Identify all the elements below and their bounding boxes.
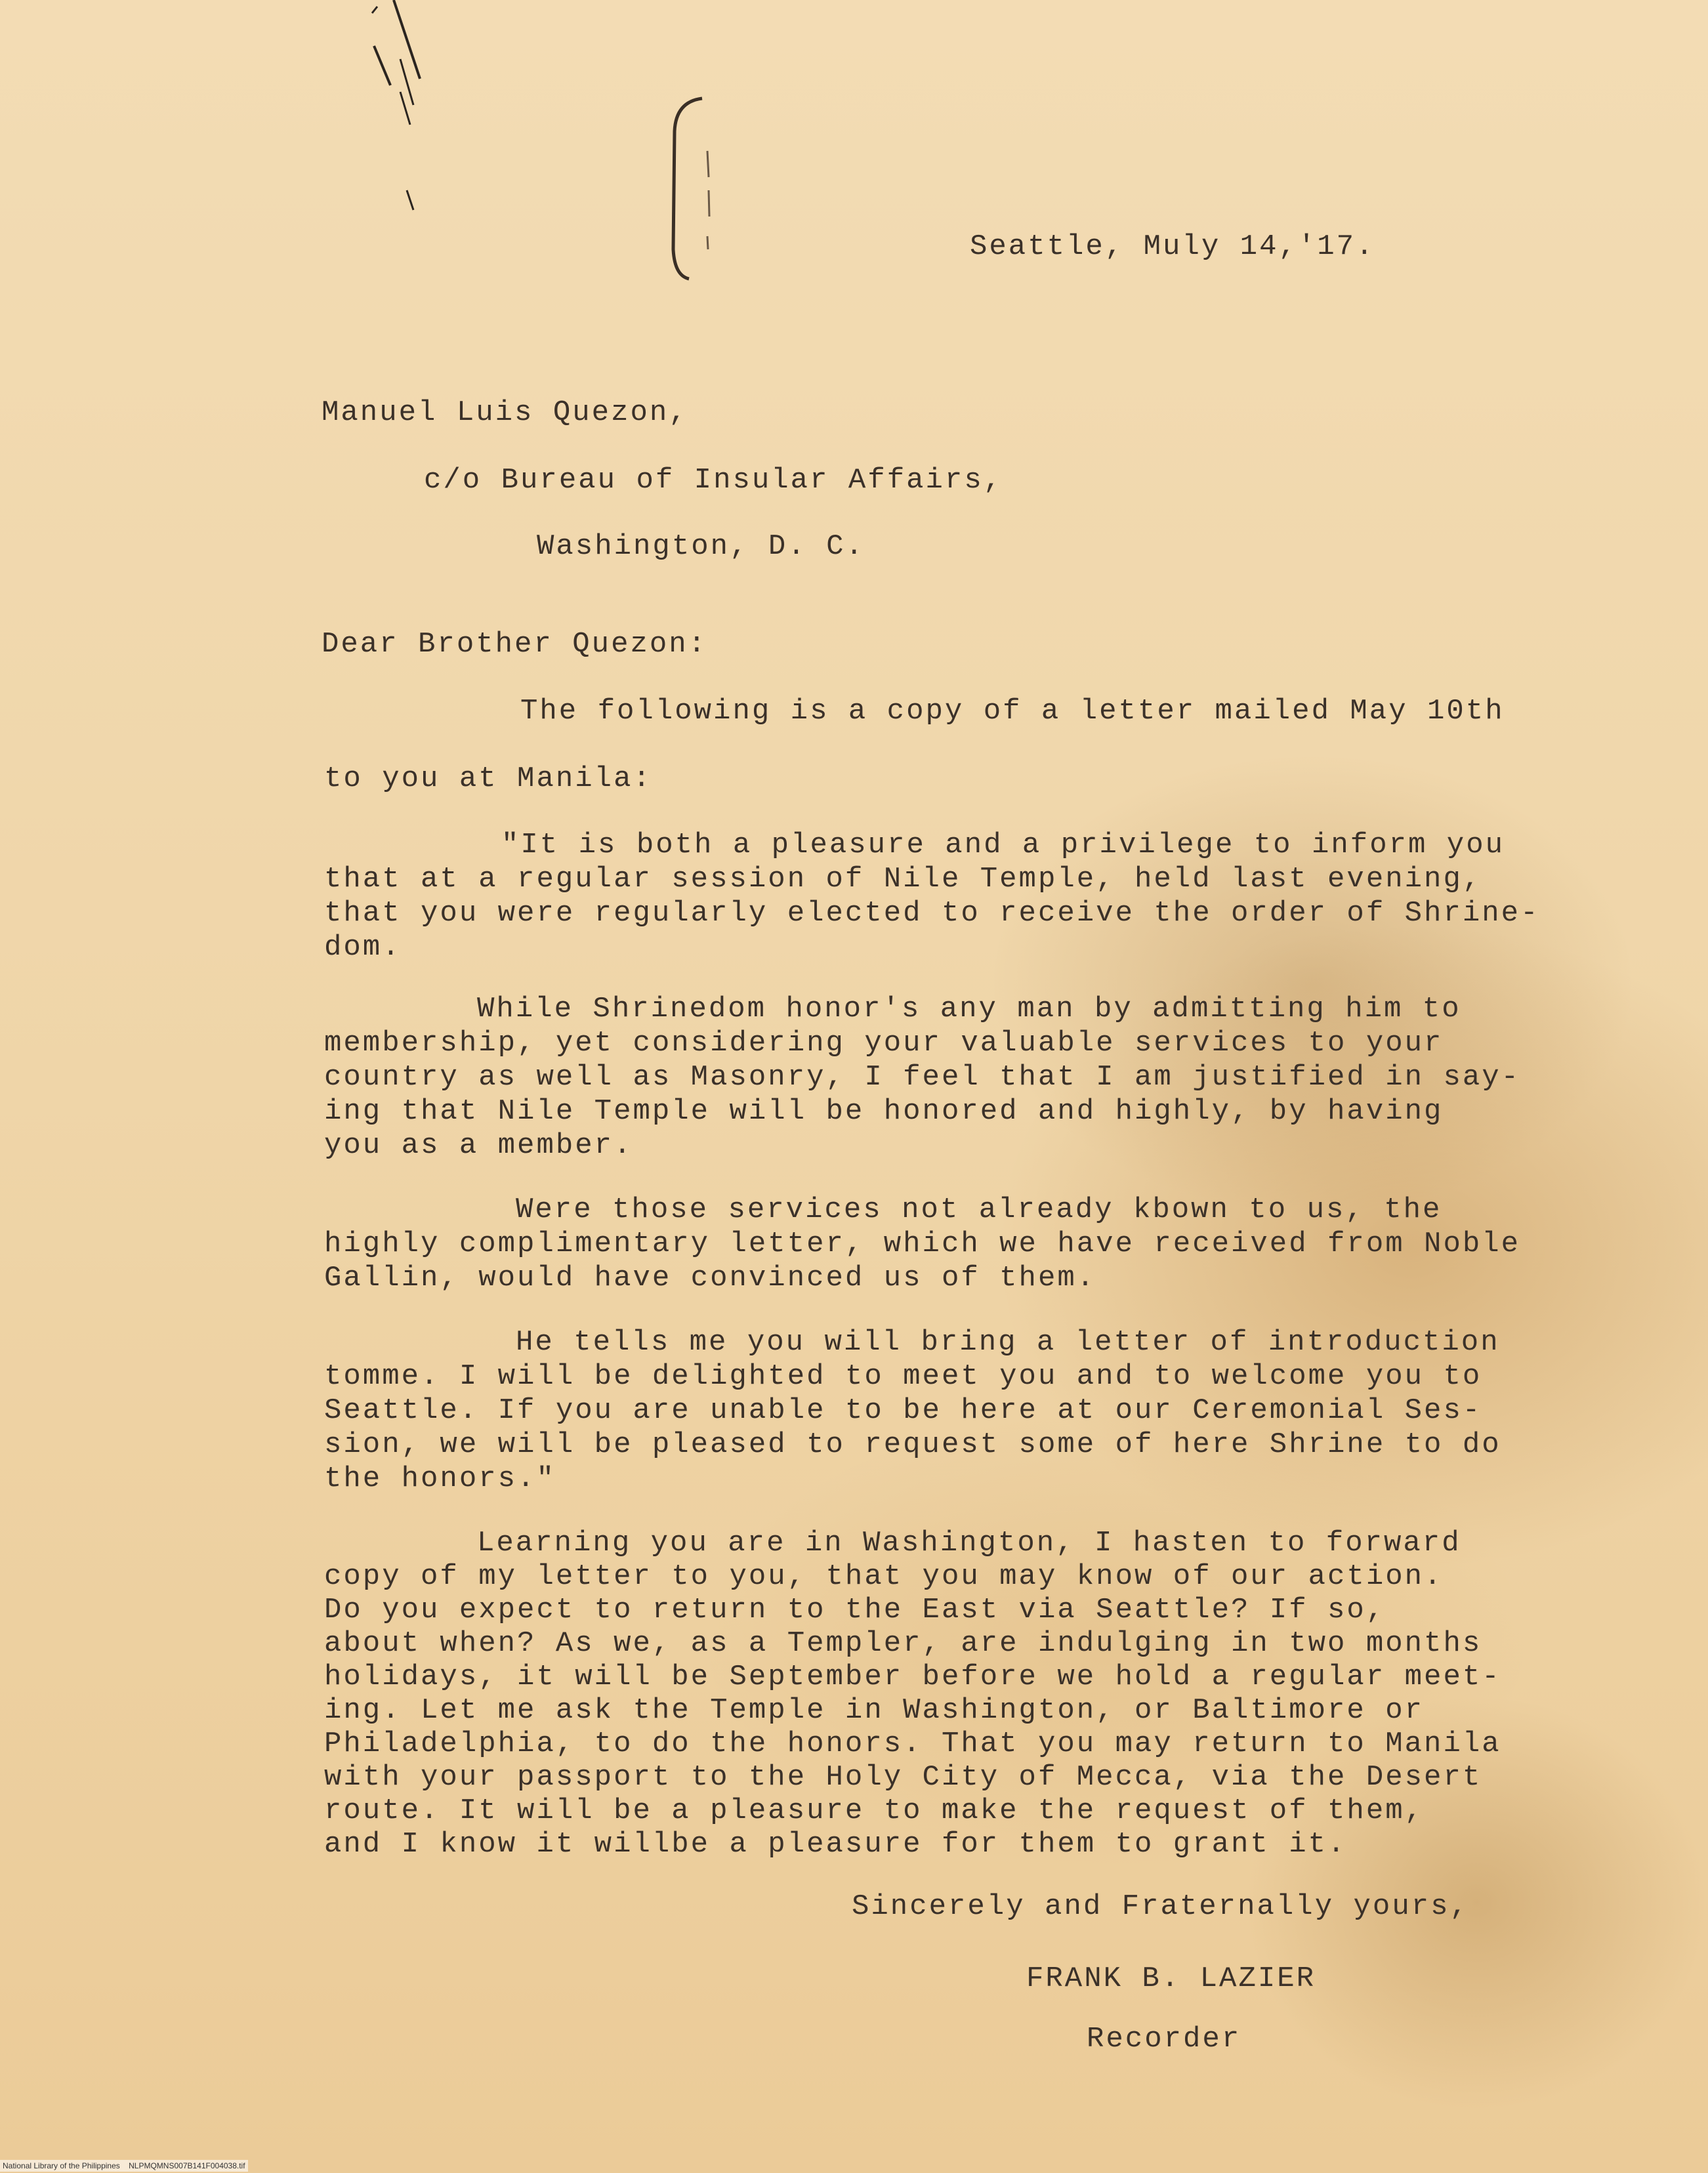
intro-line: to you at Manila: [324, 762, 652, 795]
quoted-line: sion, we will be pleased to request some of here Shrine to do [324, 1428, 1501, 1461]
dateline: Seattle, Muly 14,'17. [970, 230, 1375, 263]
quoted-line: While Shrinedom honor's any man by admitting him to [477, 993, 1461, 1025]
complimentary-close: Sincerely and Fraternally yours, [852, 1890, 1469, 1923]
quoted-line: Gallin, would have convinced us of them. [324, 1262, 1096, 1294]
quoted-line: He tells me you will bring a letter of introduction [516, 1326, 1500, 1359]
quoted-line: dom. [324, 931, 402, 964]
quoted-line: you as a member. [324, 1129, 633, 1162]
quoted-line: that at a regular session of Nile Temple, held last evening, [324, 863, 1482, 896]
body-line: ing. Let me ask the Temple in Washington, or Baltimore or [324, 1694, 1425, 1727]
body-line: copy of my letter to you, that you may know of our action. [324, 1560, 1444, 1593]
quoted-line: Seattle. If you are unable to be here at our Ceremonial Ses- [324, 1394, 1482, 1427]
salutation: Dear Brother Quezon: [322, 628, 708, 661]
quoted-line: that you were regularly elected to receive the order of Shrine- [324, 897, 1540, 930]
quoted-line: country as well as Masonry, I feel that I am justified in say- [324, 1061, 1521, 1094]
body-line: route. It will be a pleasure to make the request of them, [324, 1794, 1425, 1827]
body-line: and I know it willbe a pleasure for them to grant it. [324, 1828, 1347, 1861]
body-line: Philadelphia, to do the honors. That you may return to Manila [324, 1728, 1501, 1760]
addressee-line-2: c/o Bureau of Insular Affairs, [424, 464, 1003, 497]
quoted-line: Were those services not already kbown to us, the [516, 1193, 1442, 1226]
body-line: Do you expect to return to the East via Seattle? If so, [324, 1594, 1386, 1626]
quoted-line: "It is both a pleasure and a privilege to inform you [501, 829, 1505, 861]
quoted-line: the honors." [324, 1462, 556, 1495]
bracket-mark [656, 92, 735, 289]
addressee-line-3: Washington, D. C. [537, 530, 865, 563]
signer-name: FRANK B. LAZIER [1026, 1962, 1316, 1995]
body-line: Learning you are in Washington, I hasten to forward [477, 1527, 1461, 1560]
quoted-line: ing that Nile Temple will be honored and highly, by having [324, 1095, 1444, 1128]
quoted-line: membership, yet considering your valuable services to your [324, 1027, 1444, 1060]
quoted-line: tomme. I will be delighted to meet you and to welcome you to [324, 1360, 1482, 1393]
addressee-name: Manuel Luis Quezon, [322, 396, 688, 429]
archive-footer [0, 2160, 248, 2172]
body-line: holidays, it will be September before we hold a regular meet- [324, 1661, 1501, 1693]
signer-title: Recorder [1087, 2023, 1241, 2056]
footer-file-id: NLPMQMNS007B141F004038.tif [129, 2161, 245, 2170]
footer-institution: National Library of the Philippines [3, 2161, 120, 2170]
body-line: about when? As we, as a Templer, are indulging in two months [324, 1627, 1482, 1660]
quoted-line: highly complimentary letter, which we have received from Noble [324, 1228, 1521, 1260]
body-line: with your passport to the Holy City of Mecca, via the Desert [324, 1761, 1482, 1794]
intro-line: The following is a copy of a letter mailed May 10th [520, 695, 1505, 728]
